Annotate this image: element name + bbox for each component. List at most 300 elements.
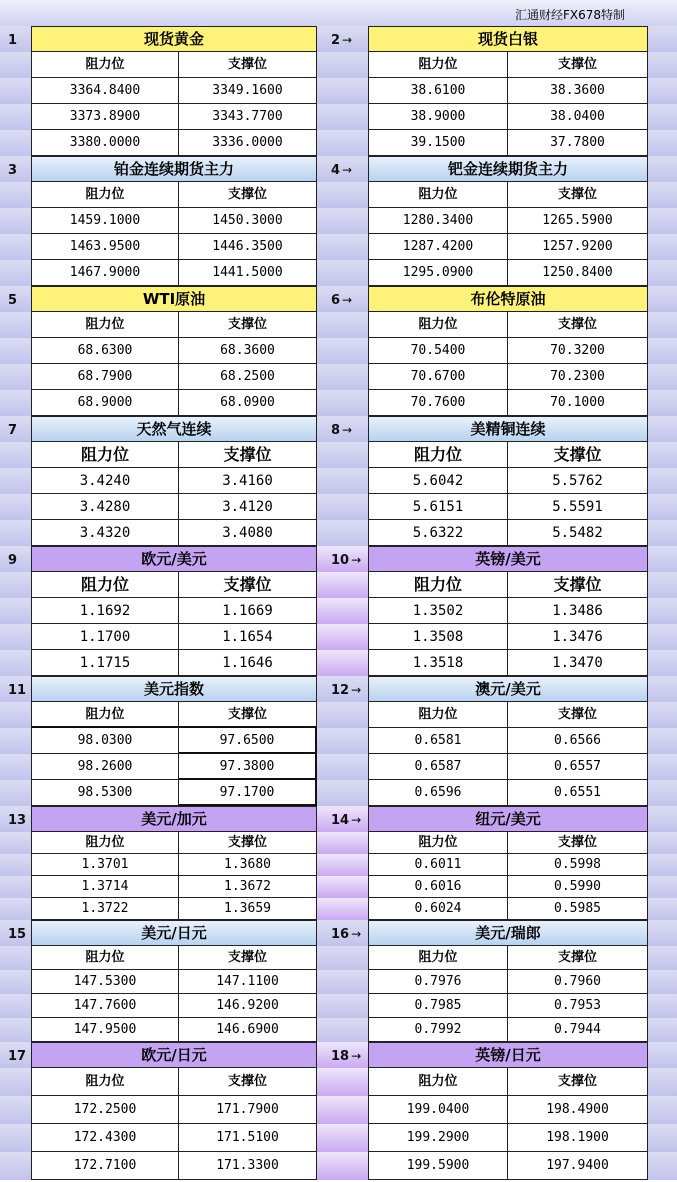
resistance-value: 199.2900: [368, 1124, 508, 1152]
panel-number: 1: [8, 33, 18, 48]
left-gutter: [0, 182, 31, 208]
panel-number: 13: [8, 813, 27, 828]
left-gutter: [0, 520, 31, 546]
support-value: 1.3476: [508, 624, 648, 650]
left-gutter: [0, 260, 31, 286]
panel-row: [0, 104, 677, 130]
panel-title: 英镑/日元: [368, 1042, 648, 1068]
right-gutter: [648, 994, 677, 1018]
support-value: 70.3200: [508, 338, 648, 364]
panel-row: [0, 920, 677, 946]
right-gutter: [648, 806, 677, 832]
support-value: 0.6557: [508, 754, 648, 780]
middle-gutter: [317, 970, 368, 994]
panel-row: [0, 598, 677, 624]
resistance-header: 阻力位: [368, 52, 508, 78]
support-value: 38.0400: [508, 104, 648, 130]
support-value: 97.3800: [179, 754, 317, 780]
panel-number: 12: [331, 683, 350, 698]
middle-gutter: [317, 994, 368, 1018]
panel-row: [0, 260, 677, 286]
support-header: 支撑位: [179, 946, 317, 970]
right-gutter: [648, 650, 677, 676]
left-gutter: [0, 494, 31, 520]
right-gutter: [648, 494, 677, 520]
panel-row: [0, 1152, 677, 1180]
middle-gutter: [317, 598, 368, 624]
support-value: 68.2500: [179, 364, 317, 390]
resistance-value: 1.3518: [368, 650, 508, 676]
panel-row: [0, 520, 677, 546]
middle-gutter: [317, 898, 368, 920]
panel-row: [0, 442, 677, 468]
panel-row: [0, 946, 677, 970]
middle-gutter: [317, 130, 368, 156]
resistance-value: 1.3714: [31, 876, 179, 898]
middle-gutter: [317, 676, 368, 702]
left-gutter: [0, 832, 31, 854]
middle-gutter: [317, 1042, 368, 1068]
panel-title: 铂金连续期货主力: [31, 156, 317, 182]
panel-number: 16: [331, 927, 350, 942]
resistance-value: 38.6100: [368, 78, 508, 104]
resistance-value: 1295.0900: [368, 260, 508, 286]
support-value: 197.9400: [508, 1152, 648, 1180]
panel-number: 4: [331, 163, 341, 178]
panel-row: [0, 1018, 677, 1042]
resistance-value: 68.9000: [31, 390, 179, 416]
arrow-right-icon: →: [351, 927, 362, 941]
support-value: 0.7944: [508, 1018, 648, 1042]
arrow-right-icon: →: [342, 423, 353, 437]
middle-gutter: [317, 780, 368, 806]
resistance-value: 5.6151: [368, 494, 508, 520]
panel-row: [0, 728, 677, 754]
resistance-header: 阻力位: [31, 832, 179, 854]
left-gutter: [0, 286, 31, 312]
right-gutter: [648, 364, 677, 390]
middle-gutter: [317, 1068, 368, 1096]
middle-gutter: [317, 754, 368, 780]
resistance-value: 1.3508: [368, 624, 508, 650]
right-gutter: [648, 598, 677, 624]
resistance-value: 1.3722: [31, 898, 179, 920]
right-gutter: [648, 156, 677, 182]
resistance-value: 1459.1000: [31, 208, 179, 234]
resistance-value: 147.9500: [31, 1018, 179, 1042]
support-value: 1250.8400: [508, 260, 648, 286]
resistance-value: 68.6300: [31, 338, 179, 364]
left-gutter: [0, 806, 31, 832]
panel-row: [0, 676, 677, 702]
left-gutter: [0, 26, 31, 52]
support-value: 1.3470: [508, 650, 648, 676]
panel-number: 18: [331, 1049, 350, 1064]
panel-number: 17: [8, 1049, 27, 1064]
middle-gutter: [317, 806, 368, 832]
right-gutter: [648, 1018, 677, 1042]
right-gutter: [648, 1042, 677, 1068]
support-value: 3343.7700: [179, 104, 317, 130]
panel-row: [0, 78, 677, 104]
left-gutter: [0, 1152, 31, 1180]
support-header: 支撑位: [179, 702, 317, 728]
panel-row: [0, 390, 677, 416]
support-header: 支撑位: [508, 442, 648, 468]
resistance-header: 阻力位: [31, 1068, 179, 1096]
resistance-value: 1.1700: [31, 624, 179, 650]
support-header: 支撑位: [179, 572, 317, 598]
middle-gutter: [317, 52, 368, 78]
resistance-header: 阻力位: [31, 702, 179, 728]
middle-gutter: [317, 650, 368, 676]
arrow-right-icon: →: [351, 1049, 362, 1063]
panel-title: 美元/日元: [31, 920, 317, 946]
resistance-value: 1280.3400: [368, 208, 508, 234]
arrow-right-icon: →: [351, 553, 362, 567]
support-value: 1441.5000: [179, 260, 317, 286]
support-header: 支撑位: [179, 52, 317, 78]
support-value: 0.5998: [508, 854, 648, 876]
left-gutter: [0, 676, 31, 702]
left-gutter: [0, 1042, 31, 1068]
right-gutter: [648, 104, 677, 130]
resistance-header: 阻力位: [31, 312, 179, 338]
right-gutter: [648, 468, 677, 494]
middle-gutter: [317, 1018, 368, 1042]
support-value: 0.7953: [508, 994, 648, 1018]
panel-row: [0, 546, 677, 572]
right-gutter: [648, 780, 677, 806]
left-gutter: [0, 1018, 31, 1042]
right-gutter: [648, 946, 677, 970]
middle-gutter: [317, 920, 368, 946]
arrow-right-icon: →: [342, 163, 353, 177]
support-value: 146.9200: [179, 994, 317, 1018]
left-gutter: [0, 624, 31, 650]
right-gutter: [648, 520, 677, 546]
panel-number: 9: [8, 553, 18, 568]
panel-row: [0, 1124, 677, 1152]
panel-row: [0, 26, 677, 52]
resistance-value: 1467.9000: [31, 260, 179, 286]
middle-gutter: [317, 702, 368, 728]
support-value: 5.5762: [508, 468, 648, 494]
panel-title: 澳元/美元: [368, 676, 648, 702]
resistance-value: 1.1692: [31, 598, 179, 624]
left-gutter: [0, 234, 31, 260]
panel-row: [0, 1042, 677, 1068]
middle-gutter: [317, 364, 368, 390]
middle-gutter: [317, 156, 368, 182]
panel-title: 美元/瑞郎: [368, 920, 648, 946]
panel-row: [0, 338, 677, 364]
resistance-value: 1.3701: [31, 854, 179, 876]
resistance-value: 98.0300: [31, 728, 179, 754]
resistance-value: 3380.0000: [31, 130, 179, 156]
support-value: 38.3600: [508, 78, 648, 104]
left-gutter: [0, 468, 31, 494]
panel-title: 欧元/日元: [31, 1042, 317, 1068]
resistance-value: 0.6011: [368, 854, 508, 876]
right-gutter: [648, 624, 677, 650]
middle-gutter: [317, 946, 368, 970]
right-gutter: [648, 234, 677, 260]
resistance-value: 70.6700: [368, 364, 508, 390]
middle-gutter: [317, 182, 368, 208]
right-gutter: [648, 416, 677, 442]
resistance-header: 阻力位: [31, 572, 179, 598]
left-gutter: [0, 156, 31, 182]
resistance-value: 172.2500: [31, 1096, 179, 1124]
left-gutter: [0, 78, 31, 104]
middle-gutter: [317, 468, 368, 494]
resistance-value: 1.1715: [31, 650, 179, 676]
resistance-value: 70.7600: [368, 390, 508, 416]
middle-gutter: [317, 854, 368, 876]
support-header: 支撑位: [179, 832, 317, 854]
panel-row: [0, 156, 677, 182]
resistance-value: 0.7992: [368, 1018, 508, 1042]
support-header: 支撑位: [508, 182, 648, 208]
panel-row: [0, 1096, 677, 1124]
support-value: 97.6500: [179, 728, 317, 754]
middle-gutter: [317, 26, 368, 52]
resistance-value: 98.5300: [31, 780, 179, 806]
arrow-right-icon: →: [351, 683, 362, 697]
middle-gutter: [317, 286, 368, 312]
left-gutter: [0, 970, 31, 994]
right-gutter: [648, 1068, 677, 1096]
left-gutter: [0, 702, 31, 728]
panel-number: 2: [331, 33, 341, 48]
middle-gutter: [317, 338, 368, 364]
left-gutter: [0, 208, 31, 234]
panel-row: [0, 780, 677, 806]
support-value: 0.5990: [508, 876, 648, 898]
middle-gutter: [317, 442, 368, 468]
arrow-right-icon: →: [342, 293, 353, 307]
resistance-value: 39.1500: [368, 130, 508, 156]
right-gutter: [648, 1096, 677, 1124]
support-value: 171.7900: [179, 1096, 317, 1124]
panel-row: [0, 898, 677, 920]
support-value: 1.3672: [179, 876, 317, 898]
left-gutter: [0, 312, 31, 338]
support-value: 97.1700: [179, 780, 317, 806]
right-gutter: [648, 390, 677, 416]
panel-row: [0, 754, 677, 780]
panel-title: 钯金连续期货主力: [368, 156, 648, 182]
resistance-header: 阻力位: [368, 702, 508, 728]
panel-row: [0, 876, 677, 898]
panel-title: 英镑/美元: [368, 546, 648, 572]
resistance-value: 0.6596: [368, 780, 508, 806]
right-gutter: [648, 676, 677, 702]
resistance-header: 阻力位: [31, 946, 179, 970]
right-gutter: [648, 876, 677, 898]
support-value: 1.3680: [179, 854, 317, 876]
resistance-header: 阻力位: [368, 946, 508, 970]
resistance-value: 147.7600: [31, 994, 179, 1018]
resistance-header: 阻力位: [31, 182, 179, 208]
support-value: 1265.5900: [508, 208, 648, 234]
middle-gutter: [317, 260, 368, 286]
resistance-header: 阻力位: [368, 1068, 508, 1096]
panel-title: 天然气连续: [31, 416, 317, 442]
support-value: 171.5100: [179, 1124, 317, 1152]
panel-title: 欧元/美元: [31, 546, 317, 572]
support-value: 3.4080: [179, 520, 317, 546]
panel-row: [0, 312, 677, 338]
support-value: 171.3300: [179, 1152, 317, 1180]
panel-row: [0, 208, 677, 234]
support-value: 1.1646: [179, 650, 317, 676]
left-gutter: [0, 104, 31, 130]
right-gutter: [648, 572, 677, 598]
resistance-value: 1463.9500: [31, 234, 179, 260]
right-gutter: [648, 286, 677, 312]
middle-gutter: [317, 390, 368, 416]
support-value: 68.0900: [179, 390, 317, 416]
left-gutter: [0, 994, 31, 1018]
panel-title: 布伦特原油: [368, 286, 648, 312]
resistance-value: 172.7100: [31, 1152, 179, 1180]
support-value: 5.5482: [508, 520, 648, 546]
support-header: 支撑位: [179, 442, 317, 468]
left-gutter: [0, 442, 31, 468]
panel-number: 3: [8, 163, 18, 178]
panel-row: [0, 182, 677, 208]
left-gutter: [0, 416, 31, 442]
right-gutter: [648, 702, 677, 728]
right-gutter: [648, 970, 677, 994]
panel-number: 10: [331, 553, 350, 568]
resistance-header: 阻力位: [31, 442, 179, 468]
panel-row: [0, 416, 677, 442]
panel-row: [0, 130, 677, 156]
resistance-header: 阻力位: [368, 572, 508, 598]
right-gutter: [648, 1124, 677, 1152]
panel-row: [0, 572, 677, 598]
resistance-header: 阻力位: [368, 832, 508, 854]
panel-row: [0, 234, 677, 260]
support-value: 70.1000: [508, 390, 648, 416]
panel-number: 14: [331, 813, 350, 828]
middle-gutter: [317, 78, 368, 104]
right-gutter: [648, 78, 677, 104]
left-gutter: [0, 598, 31, 624]
support-value: 68.3600: [179, 338, 317, 364]
resistance-value: 172.4300: [31, 1124, 179, 1152]
middle-gutter: [317, 876, 368, 898]
resistance-value: 1.3502: [368, 598, 508, 624]
right-gutter: [648, 546, 677, 572]
panel-title: 美元指数: [31, 676, 317, 702]
source-label: 汇通财经FX678特制: [514, 8, 625, 22]
panel-number: 6: [331, 293, 341, 308]
panel-row: [0, 1068, 677, 1096]
left-gutter: [0, 898, 31, 920]
panel-row: [0, 702, 677, 728]
resistance-value: 3.4320: [31, 520, 179, 546]
right-gutter: [648, 130, 677, 156]
panel-number: 5: [8, 293, 18, 308]
support-header: 支撑位: [179, 182, 317, 208]
left-gutter: [0, 572, 31, 598]
panel-row: [0, 970, 677, 994]
middle-gutter: [317, 234, 368, 260]
middle-gutter: [317, 832, 368, 854]
panel-row: [0, 52, 677, 78]
panel-row: [0, 832, 677, 854]
resistance-value: 1287.4200: [368, 234, 508, 260]
right-gutter: [648, 52, 677, 78]
middle-gutter: [317, 1096, 368, 1124]
left-gutter: [0, 364, 31, 390]
panel-title: 纽元/美元: [368, 806, 648, 832]
right-gutter: [648, 182, 677, 208]
resistance-value: 0.6581: [368, 728, 508, 754]
support-value: 3336.0000: [179, 130, 317, 156]
resistance-header: 阻力位: [368, 182, 508, 208]
support-value: 3.4160: [179, 468, 317, 494]
middle-gutter: [317, 728, 368, 754]
arrow-right-icon: →: [342, 33, 353, 47]
middle-gutter: [317, 416, 368, 442]
arrow-right-icon: →: [351, 813, 362, 827]
resistance-value: 147.5300: [31, 970, 179, 994]
left-gutter: [0, 546, 31, 572]
middle-gutter: [317, 624, 368, 650]
panel-number: 11: [8, 683, 27, 698]
resistance-value: 5.6322: [368, 520, 508, 546]
support-value: 198.4900: [508, 1096, 648, 1124]
middle-gutter: [317, 1152, 368, 1180]
resistance-value: 3373.8900: [31, 104, 179, 130]
support-value: 147.1100: [179, 970, 317, 994]
source-bar: [0, 0, 677, 26]
right-gutter: [648, 442, 677, 468]
panel-title: 美元/加元: [31, 806, 317, 832]
support-value: 5.5591: [508, 494, 648, 520]
left-gutter: [0, 52, 31, 78]
resistance-value: 0.6024: [368, 898, 508, 920]
right-gutter: [648, 1152, 677, 1180]
support-header: 支撑位: [508, 702, 648, 728]
panel-title: 现货白银: [368, 26, 648, 52]
support-value: 0.7960: [508, 970, 648, 994]
resistance-value: 3364.8400: [31, 78, 179, 104]
middle-gutter: [317, 1124, 368, 1152]
support-header: 支撑位: [508, 1068, 648, 1096]
middle-gutter: [317, 312, 368, 338]
right-gutter: [648, 920, 677, 946]
right-gutter: [648, 854, 677, 876]
resistance-value: 3.4240: [31, 468, 179, 494]
support-value: 0.6566: [508, 728, 648, 754]
panel-row: [0, 806, 677, 832]
right-gutter: [648, 898, 677, 920]
support-value: 1.1669: [179, 598, 317, 624]
left-gutter: [0, 920, 31, 946]
middle-gutter: [317, 520, 368, 546]
support-header: 支撑位: [179, 312, 317, 338]
right-gutter: [648, 728, 677, 754]
support-value: 3.4120: [179, 494, 317, 520]
support-value: 146.6900: [179, 1018, 317, 1042]
resistance-header: 阻力位: [31, 52, 179, 78]
